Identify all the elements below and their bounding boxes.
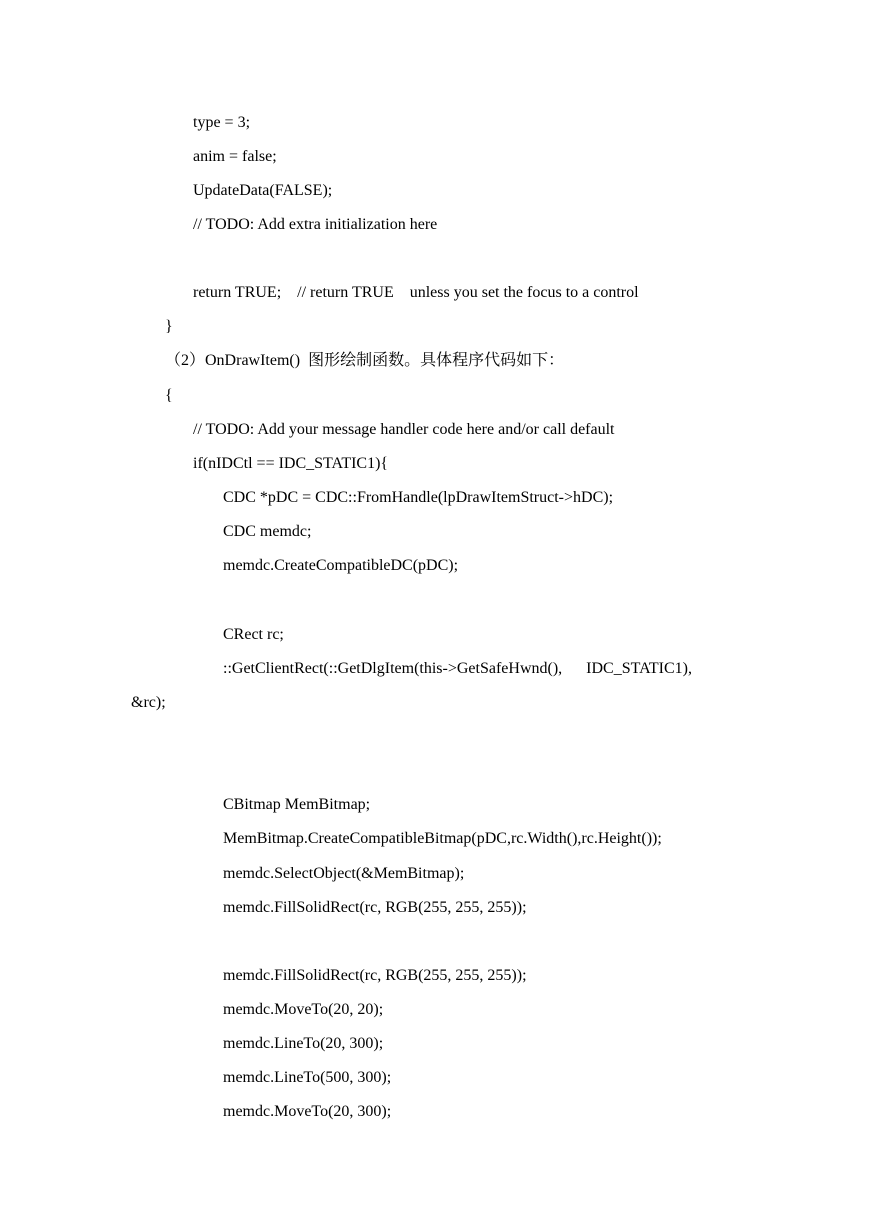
code-line: memdc.FillSolidRect(rc, RGB(255, 255, 255)); [223, 967, 527, 984]
closing-brace: } [165, 318, 173, 335]
code-line: memdc.SelectObject(&MemBitmap); [223, 865, 465, 882]
code-line: anim = false; [193, 148, 277, 165]
code-line: UpdateData(FALSE); [193, 182, 333, 199]
code-line: CBitmap MemBitmap; [223, 796, 371, 813]
section-heading: （2）OnDrawItem() 图形绘制函数。具体程序代码如下： [165, 352, 565, 369]
code-line: CDC memdc; [223, 523, 312, 540]
code-line: memdc.MoveTo(20, 300); [223, 1103, 392, 1120]
code-line: return TRUE; // return TRUE unless you set the focus to a control [193, 284, 639, 301]
code-line: // TODO: Add your message handler code here and/or call default [193, 421, 615, 438]
code-line: ::GetClientRect(::GetDlgItem(this->GetSafeHwnd(), IDC_STATIC1), [223, 660, 692, 677]
code-line: CDC *pDC = CDC::FromHandle(lpDrawItemStruct->hDC); [223, 489, 614, 506]
code-line: memdc.FillSolidRect(rc, RGB(255, 255, 255)); [223, 899, 527, 916]
code-line: // TODO: Add extra initialization here [193, 216, 438, 233]
code-line-continuation: &rc); [131, 694, 166, 711]
code-line: MemBitmap.CreateCompatibleBitmap(pDC,rc.Width(),rc.Height()); [223, 830, 662, 847]
code-line: if(nIDCtl == IDC_STATIC1){ [193, 455, 389, 472]
code-line: type = 3; [193, 114, 251, 131]
code-line: memdc.MoveTo(20, 20); [223, 1001, 384, 1018]
code-line: memdc.LineTo(20, 300); [223, 1035, 384, 1052]
code-line: CRect rc; [223, 626, 284, 643]
opening-brace: { [165, 387, 173, 404]
code-line: memdc.CreateCompatibleDC(pDC); [223, 557, 459, 574]
code-line: memdc.LineTo(500, 300); [223, 1069, 392, 1086]
